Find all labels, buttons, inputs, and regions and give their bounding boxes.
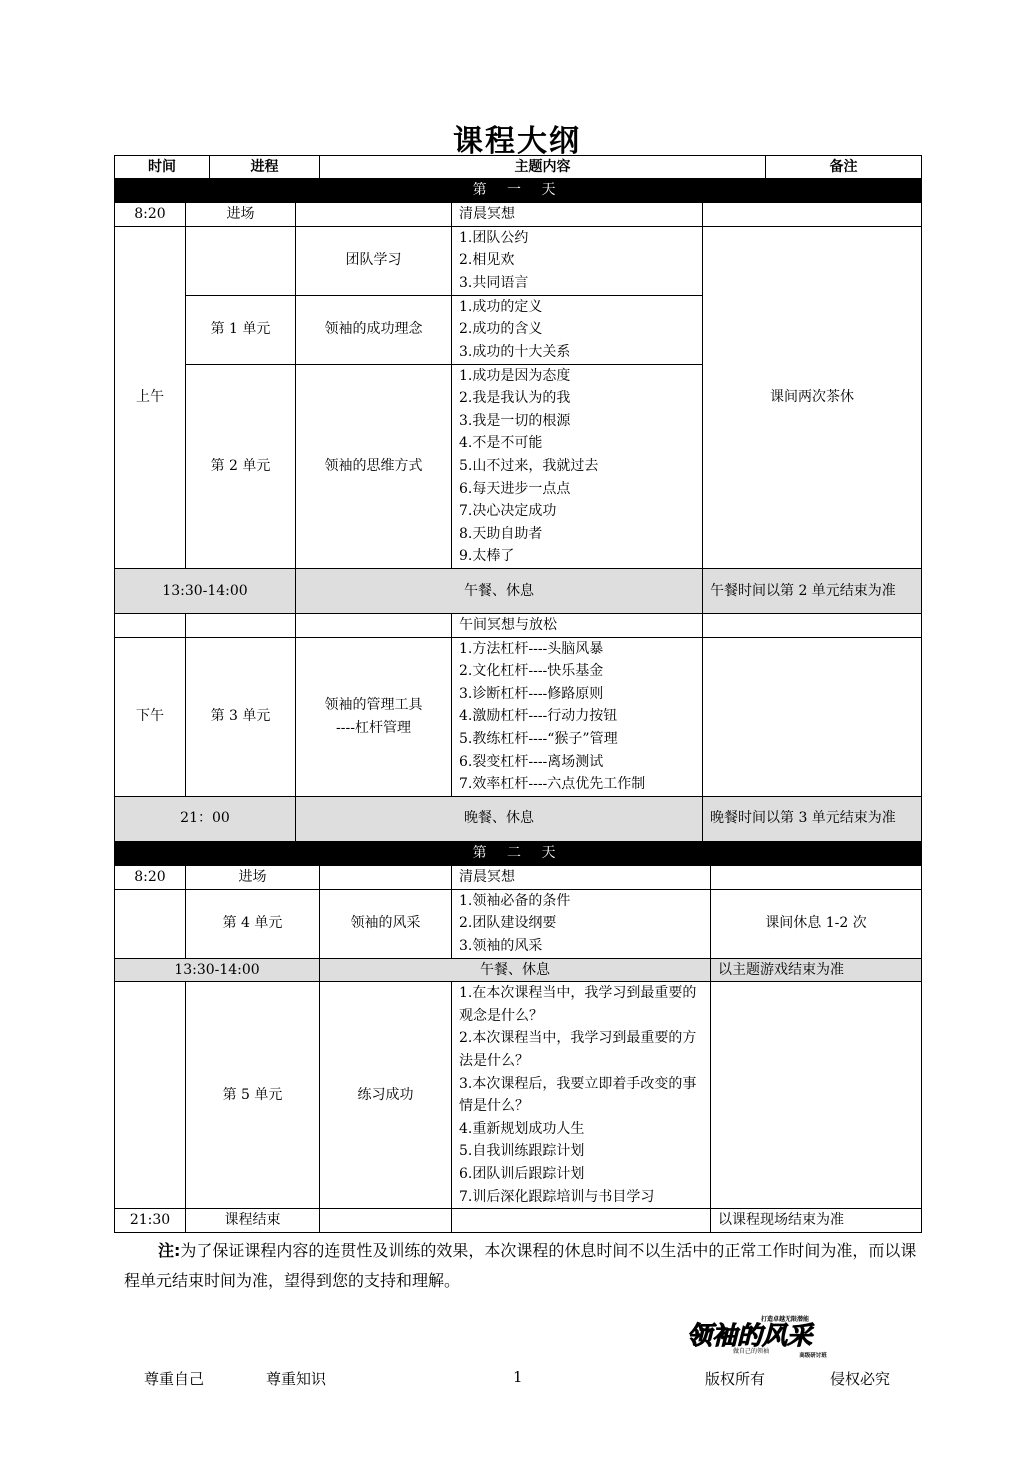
list-item: 1.团队公约 xyxy=(459,229,529,246)
list-item: 6.裂变杠杆----离场测试 xyxy=(459,753,604,770)
footer-right2: 侵权必究 xyxy=(830,1370,891,1388)
day2-table xyxy=(114,841,922,1233)
list-item: 9.太棒了 xyxy=(459,548,515,565)
lunch-time: 13:30-14:00 xyxy=(115,958,320,982)
unit-topic: 团队学习 xyxy=(296,226,452,295)
end-progress: 课程结束 xyxy=(186,1209,320,1233)
list-item: 4.重新规划成功人生 xyxy=(459,1120,585,1137)
note-text: 为了保证课程内容的连贯性及训练的效果，本次课程的休息时间不以生活中的正常工作时间为准，而以课程单元结束时间为准，望得到您的支持和理解。 xyxy=(124,1241,917,1290)
list-item: 3.我是一切的根源 xyxy=(459,412,571,429)
brand-logo xyxy=(687,1312,843,1358)
unit-label: 第 2 单元 xyxy=(186,364,296,568)
unit-label: 第 1 单元 xyxy=(186,295,296,364)
list-item: 7.训后深化跟踪培训与书目学习 xyxy=(459,1188,655,1205)
unit4-remark: 课间休息 1-2 次 xyxy=(711,889,922,958)
empty-cell xyxy=(703,203,922,227)
empty-cell xyxy=(703,637,922,796)
list-item: 2.相见欢 xyxy=(459,252,515,269)
list-item: 3.领袖的风采 xyxy=(459,937,543,954)
list-item: 1.在本次课程当中，我学习到最重要的观念是什么？ xyxy=(459,985,697,1024)
list-item: 3.诊断杠杆----修路原则 xyxy=(459,685,604,702)
empty-cell xyxy=(115,613,186,637)
empty-cell xyxy=(296,203,452,227)
list-item: 1.方法杠杆----头脑风暴 xyxy=(459,640,604,657)
empty-cell xyxy=(296,613,452,637)
lunch-remark: 以主题游戏结束为准 xyxy=(711,958,922,982)
day1-label: 第 一 天 xyxy=(115,179,922,203)
empty-cell xyxy=(320,866,452,890)
list-item: 7.决心决定成功 xyxy=(459,503,557,520)
list-item: 2.我是我认为的我 xyxy=(459,390,571,407)
list-item: 2.本次课程当中，我学习到最重要的方法是什么？ xyxy=(459,1030,697,1069)
afternoon-label: 下午 xyxy=(115,637,186,796)
note-paragraph xyxy=(124,1236,920,1296)
empty-cell xyxy=(452,1209,711,1233)
noon-content: 午间冥想与放松 xyxy=(452,613,703,637)
lunch-content: 午餐、休息 xyxy=(320,958,711,982)
unit-topic: 领袖的思维方式 xyxy=(296,364,452,568)
footer-left1: 尊重自己 xyxy=(144,1370,205,1388)
unit-label: 第 4 单元 xyxy=(186,889,320,958)
unit-topic: 练习成功 xyxy=(320,982,452,1209)
unit-label xyxy=(186,226,296,295)
header-time: 时间 xyxy=(115,156,210,180)
unit-items xyxy=(452,889,711,958)
list-item: 3.成功的十大关系 xyxy=(459,343,571,360)
empty-cell xyxy=(115,982,186,1209)
empty-cell xyxy=(703,613,922,637)
logo-main: 领袖的风采 xyxy=(687,1321,813,1350)
lunch-content: 午餐、休息 xyxy=(296,568,703,613)
list-item: 8.天助自助者 xyxy=(459,525,543,542)
day1-entry-time: 8:20 xyxy=(115,203,186,227)
empty-cell xyxy=(186,613,296,637)
page-title: 课程大纲 xyxy=(453,124,581,159)
unit-items xyxy=(452,364,703,568)
day1-entry-content: 清晨冥想 xyxy=(452,203,703,227)
footer-right1: 版权所有 xyxy=(705,1370,766,1388)
unit-items xyxy=(452,637,703,796)
day2-label: 第 二 天 xyxy=(115,842,922,866)
list-item: 4.激励杠杆----行动力按钮 xyxy=(459,708,618,725)
day1-entry-progress: 进场 xyxy=(186,203,296,227)
list-item: 1.成功是因为态度 xyxy=(459,367,571,384)
list-item: 6.团队训后跟踪计划 xyxy=(459,1165,585,1182)
dinner-content: 晚餐、休息 xyxy=(296,796,703,841)
unit-topic: 领袖的管理工具 ----杠杆管理 xyxy=(296,637,452,796)
header-topic: 主题内容 xyxy=(320,156,766,180)
list-item: 4.不是不可能 xyxy=(459,435,543,452)
unit-topic: 领袖的成功理念 xyxy=(296,295,452,364)
unit-topic: 领袖的风采 xyxy=(320,889,452,958)
dinner-remark: 晚餐时间以第 3 单元结束为准 xyxy=(703,796,922,841)
page-number: 1 xyxy=(513,1368,523,1386)
list-item: 2.成功的含义 xyxy=(459,321,543,338)
unit-label: 第 5 单元 xyxy=(186,982,320,1209)
footer-left2: 尊重知识 xyxy=(266,1370,327,1388)
empty-cell xyxy=(711,866,922,890)
list-item: 5.自我训练跟踪计划 xyxy=(459,1143,585,1160)
lunch-time: 13:30-14:00 xyxy=(115,568,296,613)
list-item: 5.教练杠杆----“猴子”管理 xyxy=(459,730,618,747)
day2-entry-progress: 进场 xyxy=(186,866,320,890)
logo-tagline: 打造卓越无限潜能 xyxy=(760,1316,810,1323)
list-item: 6.每天进步一点点 xyxy=(459,480,571,497)
day2-entry-content: 清晨冥想 xyxy=(452,866,711,890)
unit-items xyxy=(452,982,711,1209)
list-item: 5.山不过来，我就过去 xyxy=(459,457,599,474)
empty-cell xyxy=(320,1209,452,1233)
list-item: 1.领袖必备的条件 xyxy=(459,892,571,909)
logo-tag2: 高级研讨班 xyxy=(799,1353,827,1358)
end-remark: 以课程现场结束为准 xyxy=(711,1209,922,1233)
empty-cell xyxy=(711,982,922,1209)
note-label: 注: xyxy=(158,1241,181,1260)
header-remark: 备注 xyxy=(766,156,922,180)
list-item: 2.文化杠杆----快乐基金 xyxy=(459,663,604,680)
table-header xyxy=(114,155,922,180)
unit-label: 第 3 单元 xyxy=(186,637,296,796)
list-item: 2.团队建设纲要 xyxy=(459,915,557,932)
list-item: 3.本次课程后，我要立即着手改变的事情是什么？ xyxy=(459,1075,697,1115)
end-time: 21:30 xyxy=(115,1209,186,1233)
list-item: 7.效率杠杆----六点优先工作制 xyxy=(459,776,646,793)
list-item: 1.成功的定义 xyxy=(459,298,543,315)
day2-entry-time: 8:20 xyxy=(115,866,186,890)
unit-items xyxy=(452,226,703,295)
empty-cell xyxy=(115,889,186,958)
dinner-time: 21：00 xyxy=(115,796,296,841)
lunch-remark: 午餐时间以第 2 单元结束为准 xyxy=(703,568,922,613)
morning-label: 上午 xyxy=(115,226,186,568)
list-item: 3.共同语言 xyxy=(459,274,529,291)
unit-items xyxy=(452,295,703,364)
logo-sub: 做自己的领袖 xyxy=(733,1348,770,1355)
header-progress: 进程 xyxy=(210,156,320,180)
day1-table xyxy=(114,178,922,842)
morning-break-note: 课间两次茶休 xyxy=(703,226,922,568)
